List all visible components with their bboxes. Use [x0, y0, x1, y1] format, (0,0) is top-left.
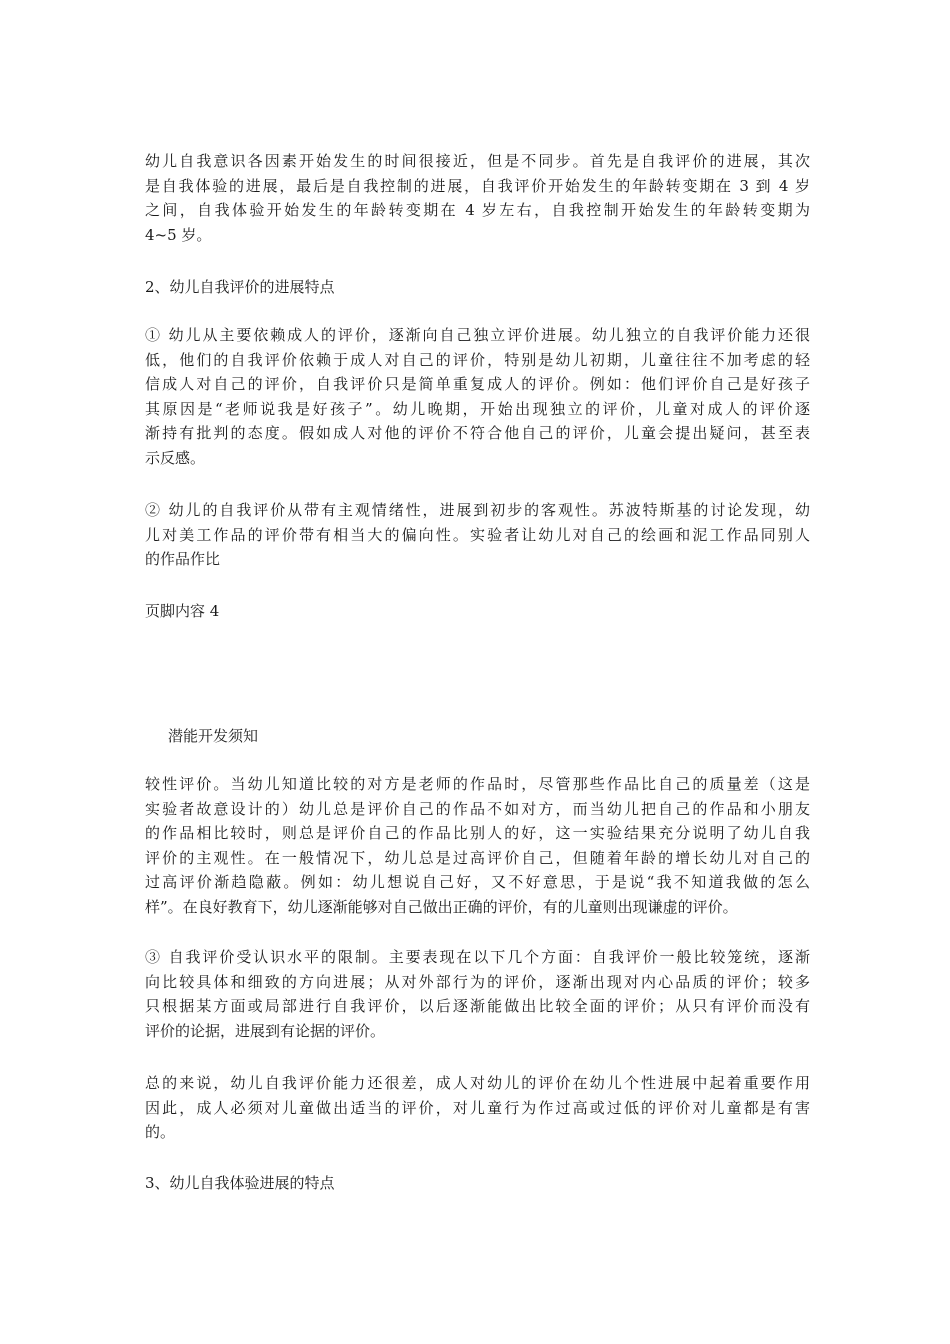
- text-line: 之间，自我体验开始发生的年龄转变期在 4 岁左右，自我控制开始发生的年龄转变期为: [145, 201, 810, 219]
- text-line: 只根据某方面或局部进行自我评价，以后逐渐能做出比较全面的评价；从只有评价而没有: [145, 997, 810, 1015]
- text-line: 较性评价。当幼儿知道比较的对方是老师的作品时，尽管那些作品比自己的质量差（这是: [145, 775, 810, 793]
- text-line: 幼儿自我意识各因素开始发生的时间很接近，但是不同步。首先是自我评价的进展，其次: [145, 152, 810, 170]
- text-line: 是自我体验的进展，最后是自我控制的进展，自我评价开始发生的年龄转变期在 3 到 4 岁: [145, 176, 810, 195]
- heading-text: 2、幼儿自我评价的进展特点: [145, 278, 335, 296]
- text-line: 评价的论据，进展到有论据的评价。: [145, 1021, 386, 1040]
- section-heading-3: [145, 1171, 810, 1196]
- text-line: 示反感。: [145, 448, 206, 467]
- text-line: 评价的主观性。在一般情况下，幼儿总是过高评价自己，但随着年龄的增长幼儿对自己的: [145, 848, 810, 867]
- text-line: 4~5 岁。: [145, 225, 212, 244]
- text-line: 其原因是“老师说我是好孩子”。幼儿晚期，开始出现独立的评价，儿童对成人的评价逐: [145, 399, 810, 418]
- text-line: ③ 自我评价受认识水平的限制。主要表现在以下几个方面：自我评价一般比较笼统，逐渐: [145, 948, 810, 966]
- paragraph-summary: [145, 1071, 810, 1145]
- paragraph-point-1: [145, 323, 810, 470]
- page-header: 潜能开发须知: [168, 727, 259, 745]
- text-line: 实验者故意设计的）幼儿总是评价自己的作品不如对方，而当幼儿把自己的作品和小朋友: [145, 799, 810, 818]
- text-line: 样”。在良好教育下，幼儿逐渐能够对自己做出正确的评价，有的儿童则出现谦虚的评价。: [145, 897, 738, 916]
- footer-text: 页脚内容 4: [145, 602, 220, 620]
- text-line: 渐持有批判的态度。假如成人对他的评价不符合他自己的评价，儿童会提出疑问，甚至表: [145, 424, 810, 442]
- text-line: ① 幼儿从主要依赖成人的评价，逐渐向自己独立评价进展。幼儿独立的自我评价能力还很: [145, 326, 810, 344]
- paragraph-point-2: [145, 498, 810, 572]
- text-line: 信成人对自己的评价，自我评价只是简单重复成人的评价。例如：他们评价自己是好孩子: [145, 375, 810, 393]
- text-line: 的作品作比: [145, 550, 221, 568]
- text-line: 总的来说，幼儿自我评价能力还很差，成人对幼儿的评价在幼儿个性进展中起着重要作用: [145, 1074, 810, 1092]
- text-line: ② 幼儿的自我评价从带有主观情绪性，进展到初步的客观性。苏波特斯基的讨论发现，幼: [145, 501, 810, 519]
- paragraph-comparative-evaluation: [145, 772, 810, 919]
- text-line: 的。: [145, 1123, 176, 1141]
- text-line: 过高评价渐趋隐蔽。例如：幼儿想说自己好，又不好意思，于是说“我不知道我做的怎么: [145, 873, 810, 891]
- text-line: 低，他们的自我评价依赖于成人对自己的评价，特别是幼儿初期，儿童往往不加考虑的轻: [145, 350, 810, 369]
- paragraph-self-awareness-timing: [145, 149, 810, 247]
- heading-text: 3、幼儿自我体验进展的特点: [145, 1174, 335, 1192]
- text-line: 儿对美工作品的评价带有相当大的偏向性。实验者让幼儿对自己的绘画和泥工作品同别人: [145, 525, 810, 544]
- text-line: 的作品相比较时，则总是评价自己的作品比别人的好，这一实验结果充分说明了幼儿自我: [145, 824, 810, 842]
- text-line: 向比较具体和细致的方向进展；从对外部行为的评价，逐渐出现对内心品质的评价；较多: [145, 972, 810, 991]
- section-heading-2: [145, 275, 810, 300]
- paragraph-point-3: [145, 945, 810, 1043]
- page-footer: [145, 599, 810, 624]
- text-line: 因此，成人必须对儿童做出适当的评价，对儿童行为作过高或过低的评价对儿童都是有害: [145, 1098, 810, 1117]
